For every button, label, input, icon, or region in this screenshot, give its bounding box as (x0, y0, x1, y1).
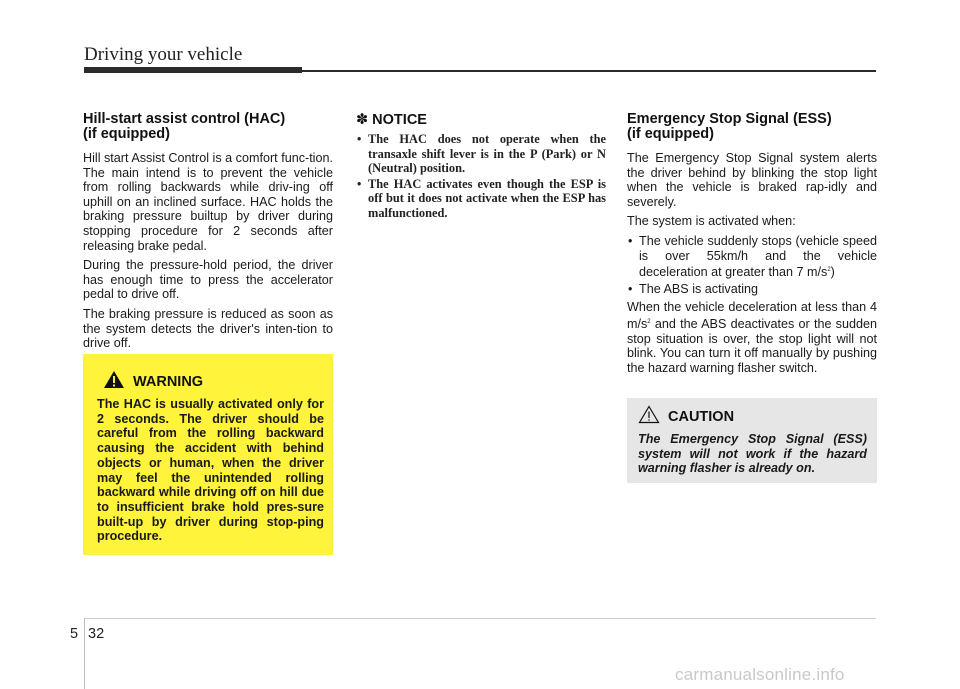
hac-heading (83, 112, 333, 142)
ess-closing (627, 300, 877, 375)
header-rule-thick (84, 67, 302, 73)
header-rule-thin (302, 70, 876, 72)
hac-heading-line1: Hill-start assist control (HAC) (83, 111, 286, 127)
ess-activated-when: The system is activated when: (627, 214, 796, 229)
hac-column (83, 112, 333, 356)
watermark-text: carmanualsonline.info (675, 665, 845, 684)
ess-conditions-list (627, 234, 877, 296)
ess-condition-item (627, 234, 877, 280)
warning-text: The HAC is usually activated only for 2 seconds. The driver should be careful from the rolling backward causing the accident with behind objects or human, when the driver may feel the unintended rolling backward while driving off on hill due to insufficient brake hold pres-sure built-up by driver during stop-ping procedure. (97, 397, 324, 544)
notice-item: • The HAC activates even though the ESP is off but it does not activate when the ESP has malfunctioned. (356, 177, 606, 221)
ess-condition-item: • The ABS is activating (627, 282, 877, 297)
ess-intro: The Emergency Stop Signal system alerts the driver behind by blinking the stop light when the vehicle is braked rap-idly and severely. (627, 151, 877, 209)
caution-header (638, 405, 867, 429)
notice-title: ✽ NOTICE (356, 112, 427, 128)
caution-title: CAUTION (668, 409, 735, 425)
notice-list (356, 132, 606, 221)
ess-closing-b: and the ABS deactivates or the sudden stop situation is over, the stop light will not blink. You can turn it off manually by pushing the hazard warning flasher switch. (627, 316, 877, 375)
hac-paragraph-3: The braking pressure is reduced as soon as the system detects the driver's inten-tion to drive off. (83, 306, 333, 351)
hac-paragraph-2: During the pressure-hold period, the driver has enough time to press the accelerator pedal to drive off. (83, 258, 333, 302)
footer-divider (84, 618, 85, 689)
warning-triangle-icon (103, 370, 125, 394)
warning-box (83, 354, 333, 555)
ess-column (627, 112, 877, 380)
notice-column (356, 112, 606, 222)
footer-rule (84, 618, 876, 619)
warning-title: WARNING (133, 374, 204, 390)
caution-text: The Emergency Stop Signal (ESS) system will not work if the hazard warning flasher is already on. (638, 432, 867, 476)
ess-heading (627, 112, 877, 142)
caution-box (627, 398, 877, 483)
section-header-title: Driving your vehicle (84, 44, 243, 65)
ess-heading-line1: Emergency Stop Signal (ESS) (627, 111, 832, 127)
page-number: 32 (88, 626, 105, 642)
hac-heading-line2: (if equipped) (83, 126, 170, 142)
ess-bullet1-text: The vehicle suddenly stops (vehicle speed is over 55km/h and the vehicle deceleration at greater than 7 m/s (639, 233, 877, 280)
ess-bullet1-superscript: 2 (827, 267, 831, 274)
ess-heading-line2: (if equipped) (627, 126, 714, 142)
notice-item: • The HAC does not operate when the transaxle shift lever is in the P (Park) or N (Neutral) position. (356, 132, 606, 176)
ess-closing-superscript: 2 (647, 318, 651, 325)
ess-closing-a: When the vehicle deceleration at less than 4 m/s (627, 300, 877, 331)
caution-triangle-icon (638, 405, 660, 429)
ess-bullet1-end: ) (830, 265, 835, 280)
chapter-number: 5 (70, 626, 79, 642)
warning-header (103, 370, 324, 394)
hac-paragraph-1: Hill start Assist Control is a comfort func-tion. The main intend is to prevent the vehicle from rolling backwards while driv-ing off uphill on an inclined surface. HAC holds the braking pressure builtup by driver during stopping procedure for 2 seconds after releasing brake pedal. (83, 151, 333, 253)
